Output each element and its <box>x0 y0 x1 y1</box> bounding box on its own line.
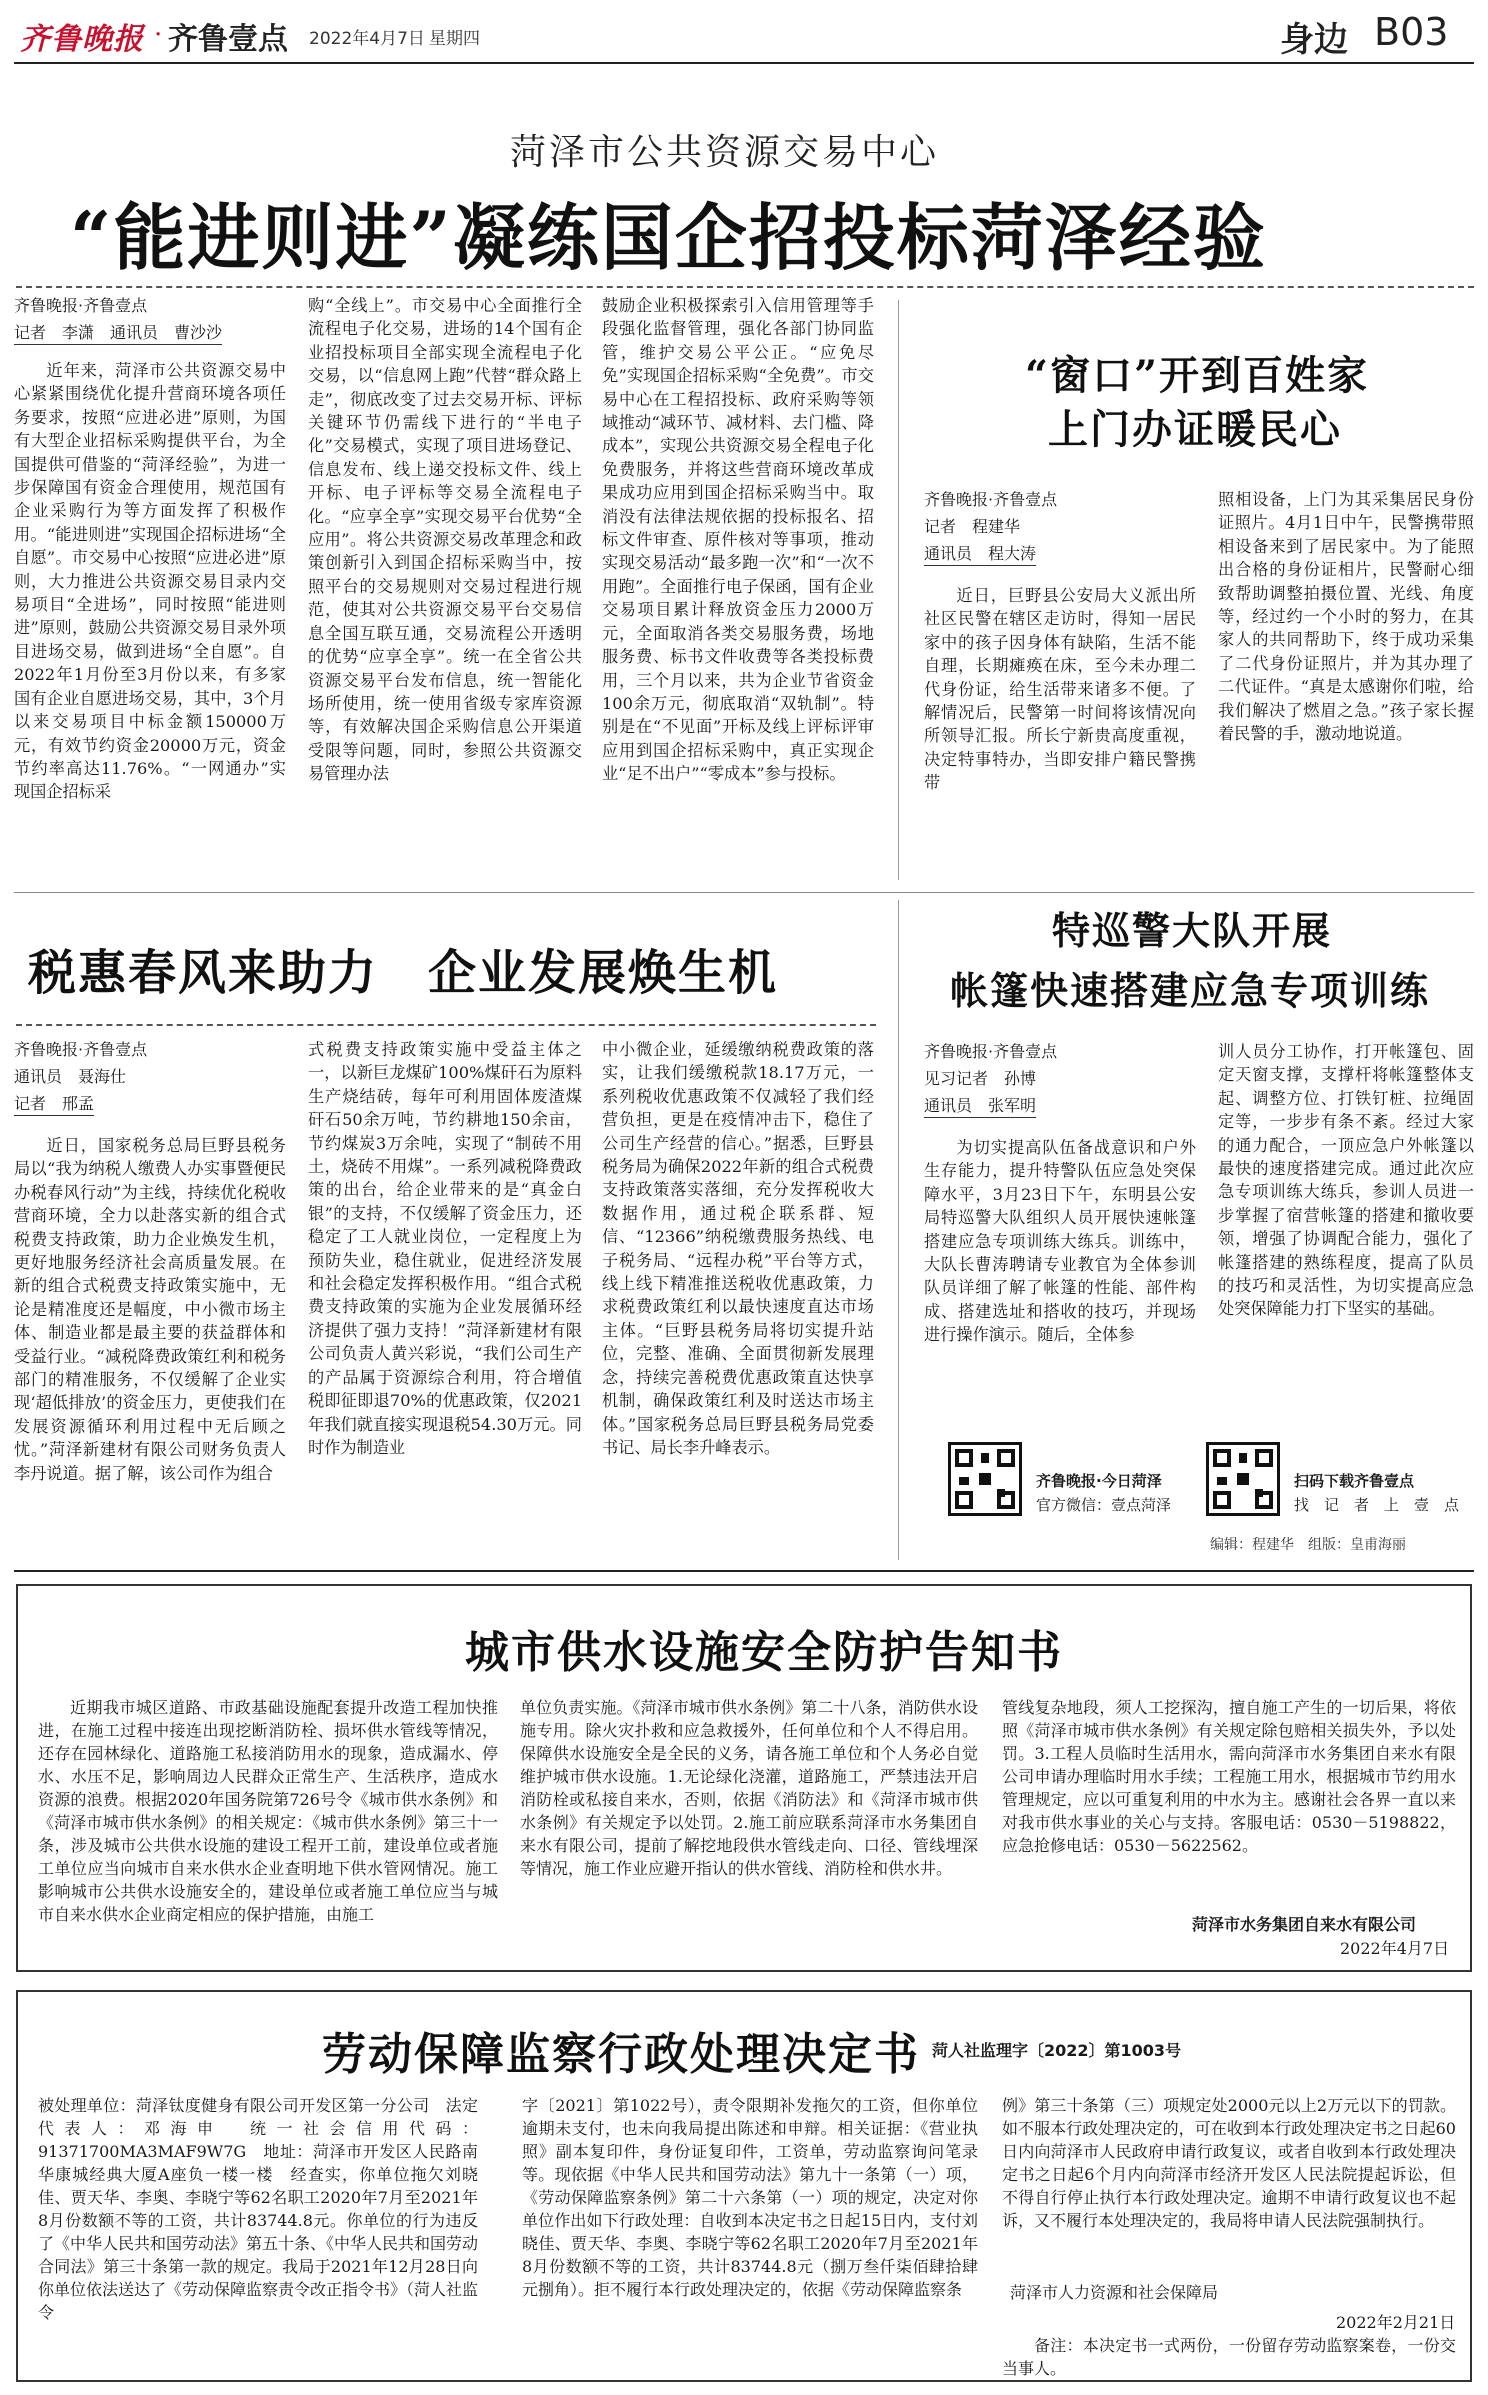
notice2-document-number: 菏人社监理字〔2022〕第1003号 <box>932 2041 1182 2060</box>
promo-left-title: 齐鲁晚报·今日菏泽 <box>1036 1472 1162 1490</box>
promo-right-subtitle: 找 记 者 上 壹 点 <box>1294 1496 1460 1514</box>
notice2-title: 劳动保障监察行政处理决定书 <box>322 2029 920 2080</box>
article4-byline-outlet: 齐鲁晚报·齐鲁壹点 <box>924 1042 1058 1061</box>
article3-body-2: 式税费支持政策实施中受益主体之一，以新巨龙煤矿100%煤矸石为原料生产烧结砖，每年可利用固体废渣煤矸石50余万吨，节约耕地150余亩，节约煤炭3万余吨，实现了“制砖不用土，烧砖不用煤”。一系列减税降费政策的出台，给企业带来的是“真金白银”的支持，不仅缓解了资金压力，还稳定了工人就业岗位，一定程度上为预防失业，稳住就业，促进经济发展和社会稳定发挥积极作用。“组合式税费支持政策的实施为企业发展循环经济提供了强力支持！”菏泽新建材有限公司负责人黄兴彩说，“我们公司生产的产品属于资源综合利用，符合增值税即征即退70%的优惠政策，仅2021年我们就直接实现退税54.30万元。同时作为制造业 <box>308 1040 582 1457</box>
brand-logo-qilu-yidian: 齐鲁壹点 <box>168 22 288 57</box>
article3-title: 税惠春风来助力 企业发展焕生机 <box>28 945 779 1001</box>
notice2-body-3: 例》第三十条第（三）项规定处2000元以上2万元以下的罚款。如不服本行政处理决定的，可在收到本行政处理决定书之日起60日内向菏泽市人民政府申请行政复议，或者自收到本行政处理决定书之日起6个月内向菏泽市经济开发区人民法院提起诉讼，但不得自行停止执行本行政处理决定。逾期不申请行政复议也不起诉，又不履行本处理决定的，我局将申请人民法院强制执行。 <box>1002 2096 1456 2230</box>
article1-kicker: 菏泽市公共资源交易中心 <box>510 132 940 173</box>
column-divider <box>898 300 899 880</box>
article1-column-3 <box>602 294 874 894</box>
editor-credit: 编辑：程建华 组版：皇甫海丽 <box>1210 1537 1406 1553</box>
notice2-note-text: 备注：本决定书一式两份，一份留存劳动监察案卷，一份交当事人。 <box>1002 2336 1456 2378</box>
article1-column-2 <box>308 294 582 894</box>
article3-byline-reporter <box>14 1092 286 1116</box>
article4-byline-correspondent <box>924 1094 1196 1118</box>
notice2-body-2: 字〔2021〕第1022号），责令限期补发拖欠的工资，但你单位逾期未支付，也未向我局提出陈述和申辩。相关证据：《营业执照》副本复印件，身份证复印件，工资单，劳动监察询问笔录等。现依据《中华人民共和国劳动法》第九十一条第（一）项，《劳动保障监察条例》第二十六条第（一）项的规定，决定对你单位作出如下行政处理：自收到本决定书之日起15日内，支付刘晓佳、贾天华、李奥、李晓宁等62名职工2020年7月至2021年8月份数额不等的工资，共计83744.8元（捌万叁仟柒佰肆拾肆元捌角）。拒不履行本行政处理决定的，依据《劳动保障监察条 <box>522 2096 978 2299</box>
article3-column-1 <box>14 1038 286 1568</box>
brand-logo-qilu-evening: 齐鲁晚报 <box>20 22 144 57</box>
article3-column-3 <box>602 1038 874 1568</box>
article2-byline-outlet: 齐鲁晚报·齐鲁壹点 <box>924 490 1058 509</box>
article1-byline-names: 记者 李潇 通讯员 曹沙沙 <box>14 321 222 345</box>
qr-code-app-download[interactable] <box>1206 1442 1280 1516</box>
article1-body-3: 鼓励企业积极探索引入信用管理等手段强化监督管理，强化各部门协同监管，维护交易公平公正。“应免尽免”实现国企招标采购“全免费”。市交易中心在工程招投标、政府采购等领域推动“减环节、减材料、去门槛、降成本”，实现公共资源交易全程电子化免费服务，并将这些营商环境改革成果成功应用到国企招标采购当中。取消没有法律法规依据的投标报名、招标文件审查、原件核对等事项，推动实现交易活动“最多跑一次”和“一次不用跑”。全面推行电子保函，国有企业交易项目累计释放资金压力2000万元，全面取消各类交易服务费，场地服务费、标书文件收费等各类投标费用，三个月以来，共为企业节省资金100余万元，彻底取消“双轨制”。特别是在“不见面”开标及线上评标评审应用到国企招标采购中，真正实现企业“足不出户”“零成本”参与投标。 <box>602 296 874 784</box>
article1-title-rule <box>16 286 1474 288</box>
article3-column-2 <box>308 1038 582 1568</box>
issue-date: 2022年4月7日 <box>309 29 425 49</box>
notice1-column-1 <box>38 1696 498 1966</box>
article2-body-1: 近日，巨野县公安局大义派出所社区民警在辖区走访时，得知一居民家中的孩子因身体有缺陷，生活不能自理，长期瘫痪在床，至今未办理二代身份证，给生活带来诸多不便。了解情况后，民警第一时间将该情况向所领导汇报。所长宁新贵高度重视，决定特事特办，当即安排户籍民警携带 <box>924 586 1196 793</box>
article4-body-1: 为切实提高队伍备战意识和户外生存能力，提升特警队伍应急处突保障水平，3月23日下午，东明县公安局特巡警大队组织人员开展快速帐篷搭建应急专项训练大练兵。训练中，大队长曹涛聘请专业教官为全体参训队员详细了解了帐篷的性能、部件构成、搭建选址和搭收的技巧，并现场进行操作演示。随后，全体参 <box>924 1138 1196 1345</box>
notice2-body-1: 被处理单位：菏泽钛度健身有限公司开发区第一分公司 法定代表人：邓海申 统一社会信用代码：91371700MA3MAF9W7G 地址：菏泽市开发区人民路南华康城经典大厦A座负一楼一楼 经查实，你单位拖欠刘晓佳、贾天华、李奥、李晓宁等62名职工2020年7月至2021年8月份数额不等的工资，共计83744.8元。你单位的行为违反了《中华人民共和国劳动法》第五十条、《中华人民共和国劳动合同法》第三十条第一款的规定。我局于2021年12月28日向你单位依法送达了《劳动保障监察责令改正指令书》（菏人社监令 <box>38 2096 478 2322</box>
article2-title-line2: 上门办证暖民心 <box>1048 406 1342 453</box>
lower-rule <box>14 1570 1474 1572</box>
notice1-title: 城市供水设施安全防护告知书 <box>465 1627 1063 1678</box>
article1-body-2: 购“全线上”。市交易中心全面推行全流程电子化交易，进场的14个国有企业招投标项目全部实现全流程电子化交易，以“信息网上跑”代替“群众路上走”，彻底改变了过去交易开标、评标关键环节仍需线下进行的“半电子化”交易模式，实现了项目进场登记、信息发布、线上递交投标文件、线上开标、电子评标等交易全流程电子化。“应享全享”实现交易平台优势“全应用”。将公共资源交易改革理念和政策创新引入到国企招标采购当中，按照平台的交易规则对交易过程进行规范，使其对公共资源交易平台交易信息全国互联互通，交易流程公开透明的优势“应享全享”。统一在全省公共资源交易平台发布信息，统一智能化场所使用，统一使用省级专家库资源等，有效解决国企采购信息公开渠道受限等问题，同时，参照公共资源交易管理办法 <box>308 296 582 784</box>
article4-title-line1: 特巡警大队开展 <box>1052 908 1333 953</box>
article4-body-2: 训人员分工协作，打开帐篷包、固定天窗支撑，支撑杆将帐篷整体支起、调整方位、打铁钉桩、拉绳固定等，一步步有条不紊。经过大家的通力配合，一顶应急户外帐篷以最快的速度搭建完成。通过此次应急专项训练大练兵，参训人员进一步掌握了宿营帐篷的搭建和撤收要领，增强了协调配合能力，强化了帐篷搭建的熟练程度，提高了队员的技巧和灵活性，为切实提高应急处突保障能力打下坚实的基础。 <box>1218 1042 1474 1319</box>
brand-divider: · <box>154 20 163 50</box>
issue-weekday: 星期四 <box>429 29 480 49</box>
article1-column-1 <box>14 294 286 894</box>
promo-left-subtitle: 官方微信：壹点菏泽 <box>1036 1496 1172 1514</box>
article1-title: “能进则进”凝练国企招投标菏泽经验 <box>70 195 1267 280</box>
article2-title-line1: “窗口”开到百姓家 <box>1025 352 1370 399</box>
article4-byline-reporter: 见习记者 孙博 <box>924 1069 1037 1088</box>
notice1-date: 2022年4月7日 <box>1340 1939 1450 1958</box>
notice1-column-3 <box>1002 1696 1456 1906</box>
article3-body-1: 近日，国家税务总局巨野县税务局以“我为纳税人缴费人办实事暨便民办税春风行动”为主线，持续优化税收营商环境，全力以赴落实新的组合式税费支持政策，助力企业焕发生机，更好地服务经济社会高质量发展。在新的组合式税费支持政策实施中，无论是精准度还是幅度，中小微市场主体、制造业都是最主要的获益群体和受益行业。“减税降费政策红利和税务部门的精准服务，不仅缓解了企业实现‘超低排放’的资金压力，更使我们在发展资源循环利用过程中无后顾之忧。”菏泽新建材有限公司财务负责人李丹说道。据了解，该公司作为组合 <box>14 1136 286 1483</box>
notice1-body-1: 近期我市城区道路、市政基础设施配套提升改造工程加快推进，在施工过程中接连出现挖断消防栓、损坏供水管线等情况，还存在园林绿化、道路施工私接消防用水的现象，造成漏水、停水、水压不足，影响周边人民群众正常生产、生活秩序，造成水资源的浪费。根据2020年国务院第726号令《城市供水条例》和《菏泽市城市供水条例》的相关规定：《城市供水条例》第三十一条，涉及城市公共供水设施的建设工程开工前，建设单位或者施工单位应当向城市自来水供水企业查明地下供水管网情况。施工影响城市公共供水设施安全的，建设单位或者施工单位应当与城市自来水供水企业商定相应的保护措施，由施工 <box>38 1698 498 1924</box>
article2-column-1 <box>924 488 1196 868</box>
promo-right-title: 扫码下载齐鲁壹点 <box>1294 1472 1415 1490</box>
notice2-column-1 <box>38 2094 478 2380</box>
section-name: 身边 <box>1280 20 1348 60</box>
article3-byline-outlet: 齐鲁晚报·齐鲁壹点 <box>14 1040 148 1059</box>
notice2-signer: 菏泽市人力资源和社会保障局 <box>1010 2283 1219 2302</box>
article2-byline-reporter: 记者 程建华 <box>924 517 1021 536</box>
article4-byline-correspondent-name: 通讯员 张军明 <box>924 1094 1036 1118</box>
notice2-note <box>1002 2334 1456 2382</box>
article4-column-2 <box>1218 1040 1474 1430</box>
header-rule <box>14 62 1474 64</box>
notice1-column-2 <box>520 1696 978 1966</box>
page-number: B03 <box>1374 10 1449 54</box>
article1-body-1: 近年来，菏泽市公共资源交易中心紧紧围绕优化提升营商环境各项任务要求，按照“应进必进”原则，为国有大型企业招标采购提供平台，为全国提供可借鉴的“菏泽经验”，为进一步保障国有资金合理使用，规范国有企业采购行为等方面发挥了积极作用。“能进则进”实现国企招标进场“全自愿”。市交易中心按照“应进必进”原则，大力推进公共资源交易目录内交易项目“全进场”，同时按照“能进则进”原则，鼓励公共资源交易目录外项目进场交易，做到进场“全自愿”。自2022年1月份至3月份以来，有多家国有企业自愿进场交易，其中，3个月以来交易项目中标金额150000万元，有效节约资金20000万元，资金节约率高达11.76%。“一网通办”实现国企招标采 <box>14 361 286 802</box>
article2-column-2 <box>1218 488 1474 868</box>
article4-column-1 <box>924 1040 1196 1430</box>
notice1-body-2: 单位负责实施。《菏泽市城市供水条例》第二十八条，消防供水设施专用。除火灾扑救和应急救援外，任何单位和个人不得启用。保障供水设施安全是全民的义务，请各施工单位和个人务必自觉维护城市供水设施。1.无论绿化浇灌，道路施工，严禁违法开启消防栓或私接自来水，否则，依据《消防法》和《菏泽市城市供水条例》有关规定予以处罚。2.施工前应联系菏泽市水务集团自来水有限公司，提前了解挖地段供水管线走向、口径、管线埋深等情况，施工作业应避开指认的供水管线、消防栓和供水井。 <box>520 1698 978 1878</box>
article2-byline-correspondent-name: 通讯员 程大涛 <box>924 542 1036 566</box>
article2-body-2: 照相设备，上门为其采集居民身份证照片。4月1日中午，民警携带照相设备来到了居民家中。为了能照出合格的身份证相片，民警耐心细致帮助调整拍摄位置、光线、角度等，经过约一个小时的努力，在其家人的共同帮助下，终于成功采集了二代身份证照片，并为其办理了二代证件。“真是太感谢你们啦，给我们解决了燃眉之急。”孩子家长握着民警的手，激动地说道。 <box>1218 490 1474 744</box>
column-divider-2 <box>898 900 899 1560</box>
qr-code-wechat[interactable] <box>948 1442 1022 1516</box>
notice2-date: 2022年2月21日 <box>1336 2313 1456 2332</box>
article2-byline-correspondent <box>924 542 1196 566</box>
article1-byline-reporters <box>14 321 286 345</box>
article3-title-rule <box>16 1024 876 1026</box>
notice1-signer: 菏泽市水务集团自来水有限公司 <box>1192 1915 1417 1934</box>
masthead <box>14 6 1474 60</box>
article4-title-line2: 帐篷快速搭建应急专项训练 <box>950 968 1431 1013</box>
article3-byline-correspondent: 通讯员 聂海仕 <box>14 1067 127 1086</box>
article3-byline-reporter-name: 记者 邢孟 <box>14 1092 94 1116</box>
article1-byline-outlet: 齐鲁晚报·齐鲁壹点 <box>14 296 148 315</box>
article3-body-3: 中小微企业，延缓缴纳税费政策的落实，让我们缓缴税款18.17万元，一系列税收优惠政策不仅减轻了我们经营负担，更是在疫情冲击下，稳住了公司生产经营的信心。”据悉，巨野县税务局为确保2022年新的组合式税费支持政策落实落细，充分发挥税收大数据作用，通过税企联系群、短信、“12366”纳税缴费服务热线、电子税务局、“远程办税”平台等方式，线上线下精准推送税收优惠政策，力求税费政策红利以最快速度直达市场主体。“巨野县税务局将切实提升站位，完整、准确、全面贯彻新发展理念，持续完善税费优惠政策直达快享机制，确保政策红利及时送达市场主体。”国家税务总局巨野县税务局党委书记、局长李升峰表示。 <box>602 1040 874 1457</box>
notice1-body-3: 管线复杂地段，须人工挖探沟，擅自施工产生的一切后果，将依照《菏泽市城市供水条例》有关规定除包赔相关损失外，予以处罚。3.工程人员临时生活用水，需向菏泽市水务集团自来水有限公司申请办理临时用水手续；工程施工用水，根据城市节约用水管理规定，应以可重复利用的中水为主。感谢社会各界一直以来对我市供水事业的关心与支持。客服电话：0530－5198822，应急抢修电话：0530－5622562。 <box>1002 1698 1456 1855</box>
notice2-column-3 <box>1002 2094 1456 2278</box>
notice2-column-2 <box>522 2094 978 2380</box>
mid-rule <box>14 892 1474 893</box>
